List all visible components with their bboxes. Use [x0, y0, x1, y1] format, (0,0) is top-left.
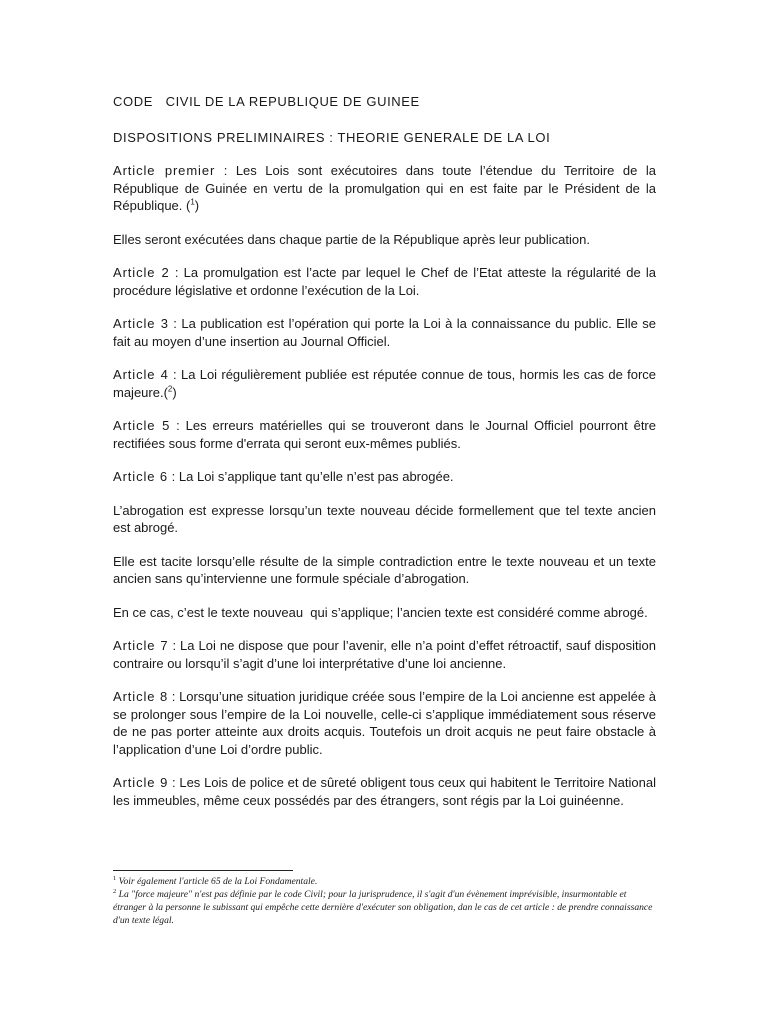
article-text: : La Loi régulièrement publiée est réputée connue de tous, hormis les cas de force majeure.( [113, 367, 656, 400]
article-1-paragraph: Elles seront exécutées dans chaque partie de la République après leur publication. [113, 231, 590, 247]
paren-close: ) [194, 198, 200, 213]
footnote-text: Voir également l'article 65 de la Loi Fondamentale. [116, 876, 318, 887]
article-6-paragraph-2: L’abrogation est expresse lorsqu’un texte nouveau décide formellement que tel texte ancien est abrogé. [113, 502, 656, 535]
article-text: : La Loi s’applique tant qu’elle n’est pas abrogée. [168, 469, 454, 484]
article-1 [113, 162, 656, 215]
article-label: Article 2 [113, 265, 170, 280]
article-6 [113, 468, 656, 486]
footnote-ref-1[interactable]: 1 [190, 197, 195, 207]
footnote-ref-2[interactable]: 2 [167, 384, 173, 394]
document-title: CODE CIVIL DE LA REPUBLIQUE DE GUINEE [113, 94, 420, 109]
article-7 [113, 637, 656, 672]
footnote-1 [113, 875, 656, 888]
section-heading: DISPOSITIONS PRELIMINAIRES : THEORIE GENERALE DE LA LOI [113, 129, 551, 145]
article-label: Article 5 [113, 418, 171, 433]
footnote-number: 1 [113, 874, 117, 882]
article-6-paragraph-3: Elle est tacite lorsqu’elle résulte de la simple contradiction entre le texte nouveau et un texte ancien sans qu’intervienne une formule spéciale d’abrogation. [113, 553, 656, 586]
article-text: : Les Lois de police et de sûreté obligent tous ceux qui habitent le Territoire National les immeubles, même ceux possédés par des étrangers, sont régis par la Loi guinéenne. [113, 775, 656, 808]
footnote-separator [113, 870, 293, 871]
footnote-text: La "force majeure" n'est pas définie par le code Civil; pour la jurisprudence, il s'agit d'un évènement imprévisible, insurmontable et étranger à la personne le subissant qui empêche cette dernière d'exécuter son obligation, dan le cas de cet article : de prendre connaissance d'un texte légal. [113, 889, 653, 926]
article-label: Article 9 [113, 775, 169, 790]
article-2 [113, 264, 656, 299]
article-label: Article 6 [113, 469, 169, 484]
article-4 [113, 366, 656, 401]
document-body [113, 93, 656, 825]
article-text: : La Loi ne dispose que pour l’avenir, elle n’a point d’effet rétroactif, sauf disposition contraire ou lorsqu’il s’agit d’une loi interprétative d’une loi ancienne. [113, 638, 656, 671]
footnote-2 [113, 888, 656, 927]
footnotes [113, 870, 656, 927]
article-text: : La publication est l’opération qui porte la Loi à la connaissance du public. Elle se fait au moyen d’une insertion au Journal Officiel. [113, 316, 656, 349]
article-text: : Lorsqu’une situation juridique créée sous l’empire de la Loi ancienne est appelée à se prolonger sous l’empire de la Loi nouvelle, celle-ci s’applique immédiatement sous réserve de ne pas porter atteinte aux droits acquis. Toutefois un droit acquis ne peut faire obstacle à l’application d’une Loi d’ordre public. [113, 689, 657, 757]
article-3 [113, 315, 656, 350]
article-9 [113, 774, 656, 809]
paren-close: ) [172, 384, 177, 400]
article-6-paragraph-4: En ce cas, c’est le texte nouveau qui s’applique; l’ancien texte est considéré comme abrogé. [113, 604, 648, 620]
article-label: Article 8 [113, 689, 169, 704]
article-text: : Les Lois sont exécutoires dans toute l’étendue du Territoire de la République de Guinée en vertu de la promulgation qui en est faite par le Président de la République. ( [113, 163, 657, 213]
article-text: : Les erreurs matérielles qui se trouveront dans le Journal Officiel pourront être rectifiées sous forme d'errata qui seront eux-mêmes publiés. [113, 418, 656, 451]
article-text: : La promulgation est l’acte par lequel le Chef de l’Etat atteste la régularité de la procédure législative et ordonne l’exécution de la Loi. [113, 265, 656, 298]
article-8 [113, 688, 656, 758]
article-label: Article 3 [113, 316, 169, 331]
footnote-number: 2 [113, 887, 117, 895]
article-label: Article 4 [113, 367, 169, 382]
article-label: Article premier [113, 163, 216, 178]
article-label: Article 7 [113, 638, 169, 653]
article-5 [113, 417, 656, 452]
